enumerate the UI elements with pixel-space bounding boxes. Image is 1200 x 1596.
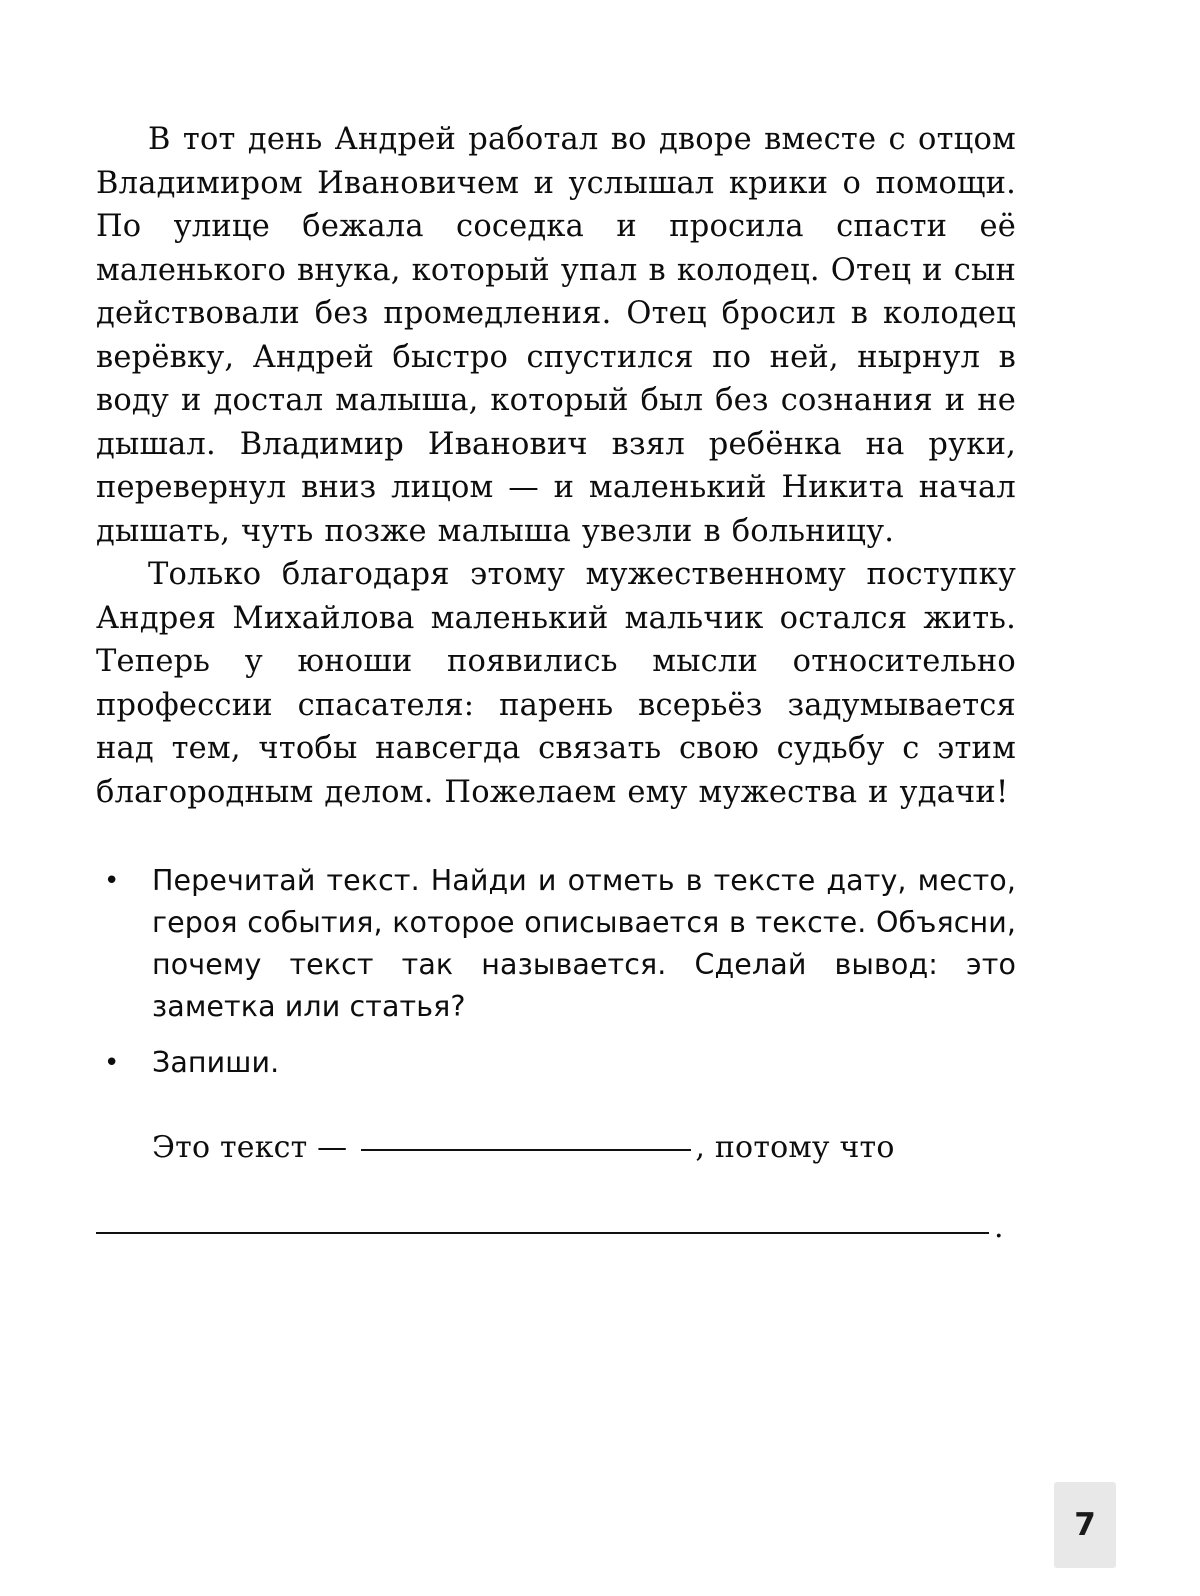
page-content <box>96 118 1016 1254</box>
task-list <box>96 860 1016 1084</box>
task-item-2-text: Запиши. <box>152 1046 280 1079</box>
answer-area <box>96 1126 1016 1254</box>
writing-rule <box>96 1232 989 1234</box>
answer-writing-line[interactable] <box>96 1210 1016 1254</box>
page-number: 7 <box>1074 1507 1096 1543</box>
body-paragraph-1: В тот день Андрей работал во дворе вместе с отцом Владимиром Ивановичем и услышал крики о помощи. По улице бежала соседка и просила спасти её маленького внука, который упал в колодец. Отец и сын действовали без промедления. Отец бросил в колодец верёвку, Андрей быстро спустился по ней, нырнул в воду и достал малыша, который был без сознания и не дышал. Владимир Иванович взял ребёнка на руки, перевернул вниз лицом — и маленький Никита начал дышать, чуть позже малыша увезли в больницу. <box>96 122 1016 549</box>
answer-suffix-text: , потому что <box>695 1130 895 1165</box>
answer-prefix-text: Это текст — <box>152 1130 348 1165</box>
bullet-icon: • <box>104 1048 120 1078</box>
answer-final-punctuation: . <box>994 1210 1004 1245</box>
task-item-1 <box>96 860 1016 1028</box>
answer-sentence <box>152 1126 1016 1170</box>
body-paragraph-2: Только благодаря этому мужественному поступку Андрея Михайлова маленький мальчик остался жить. Теперь у юноши появились мысли относительно профессии спасателя: парень всерьёз задумывается над тем, чтобы навсегда связать свою судьбу с этим благородным делом. Пожелаем ему мужества и удачи! <box>96 557 1016 810</box>
answer-blank-field[interactable] <box>361 1127 691 1151</box>
page-number-tab <box>1054 1482 1116 1568</box>
bullet-icon: • <box>104 866 120 896</box>
task-item-1-text: Перечитай текст. Найди и отметь в тексте дату, место, героя события, которое описывается в тексте. Объясни, почему текст так называется. Сделай вывод: это заметка или статья? <box>152 864 1016 1023</box>
task-item-2 <box>96 1042 1016 1084</box>
